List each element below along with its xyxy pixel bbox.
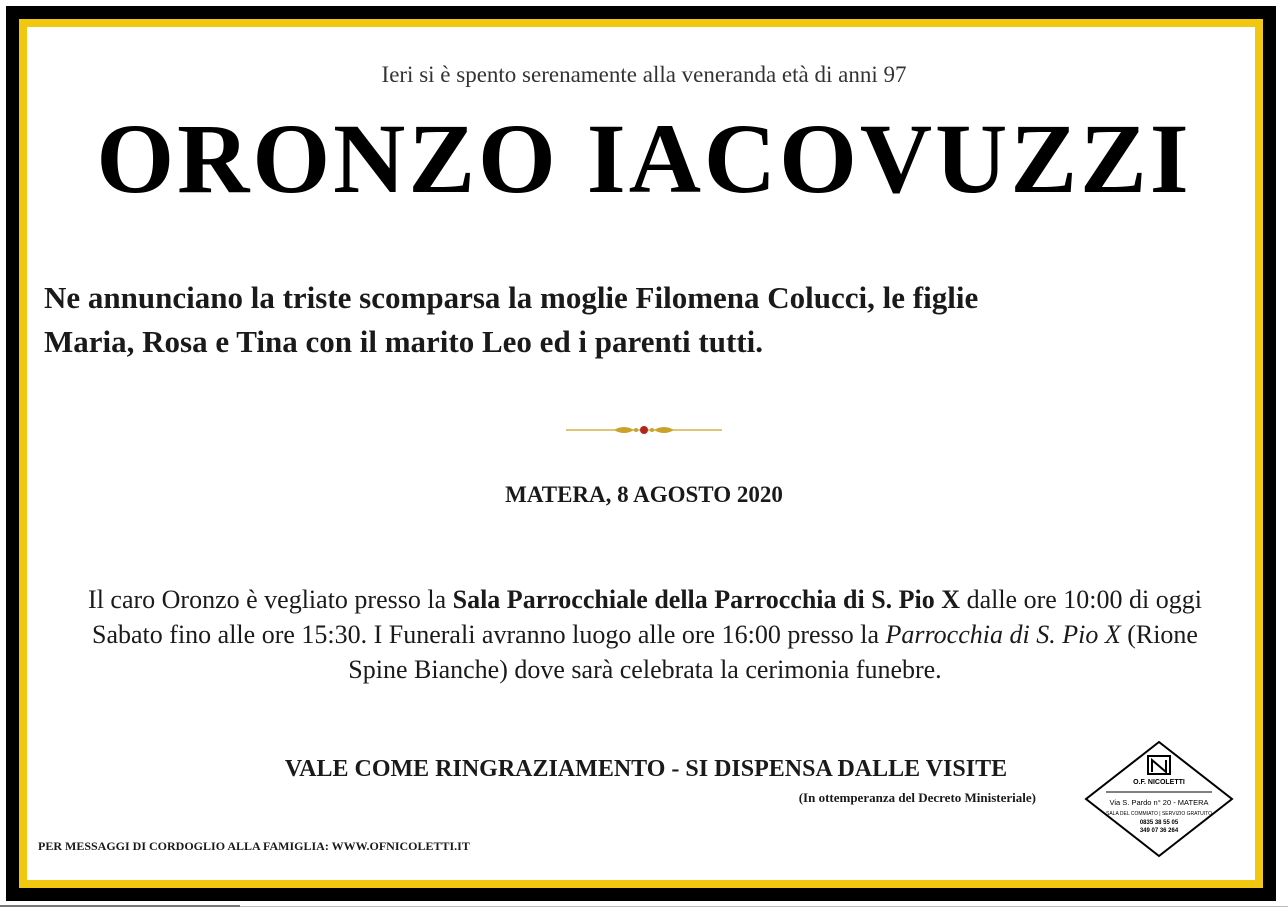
condolence-link-text: PER MESSAGGI DI CORDOGLIO ALLA FAMIGLIA: WWW.OFNICOLETTI.IT xyxy=(38,839,470,853)
details-part-3: (Rione Spine Bianche) dove sarà celebrata la cerimonia funebre. xyxy=(348,620,1198,684)
ornament-divider-icon xyxy=(564,420,724,440)
decree-note: (In ottemperanza del Decreto Ministeriale) xyxy=(798,790,1036,805)
funeral-home-logo xyxy=(1084,740,1234,858)
intro-line: Ieri si è spento serenamente alla veneranda età di anni 97 xyxy=(381,62,907,87)
logo-phone-2: 349 07 36 264 xyxy=(1139,828,1179,834)
details-church: Parrocchia di S. Pio X xyxy=(885,620,1121,649)
logo-brand: O.F. NICOLETTI xyxy=(1133,779,1185,786)
details-part-1: Il caro Oronzo è vegliato presso la xyxy=(88,585,453,614)
bottom-divider xyxy=(0,905,240,907)
deceased-name: ORONZO IACOVUZZI xyxy=(96,103,1192,214)
details-venue: Sala Parrocchiale della Parrocchia di S. Pio X xyxy=(452,585,961,614)
announcement-line-2: Maria, Rosa e Tina con il marito Leo ed i parenti tutti. xyxy=(44,324,763,359)
announcement xyxy=(44,276,1264,364)
bottom-divider-light xyxy=(240,906,1288,907)
logo-phone-1: 0835 38 55 05 xyxy=(1139,820,1179,826)
details-part-2: dalle ore 10:00 di oggi Sabato fino alle ore 15:30. I Funerali avranno luogo alle ore 16:00 presso la xyxy=(92,585,1202,649)
thanks-line: VALE COME RINGRAZIAMENTO - SI DISPENSA DALLE VISITE xyxy=(284,756,1008,782)
logo-services: SALA DEL COMMIATO | SERVIZIO GRATUITO xyxy=(1106,811,1212,817)
place-date: MATERA, 8 AGOSTO 2020 xyxy=(505,482,783,507)
announcement-line-1: Ne annunciano la triste scomparsa la moglie Filomena Colucci, le figlie xyxy=(44,280,979,315)
funeral-details xyxy=(80,582,1210,687)
logo-address: Via S. Pardo n° 20 - MATERA xyxy=(1109,798,1209,807)
